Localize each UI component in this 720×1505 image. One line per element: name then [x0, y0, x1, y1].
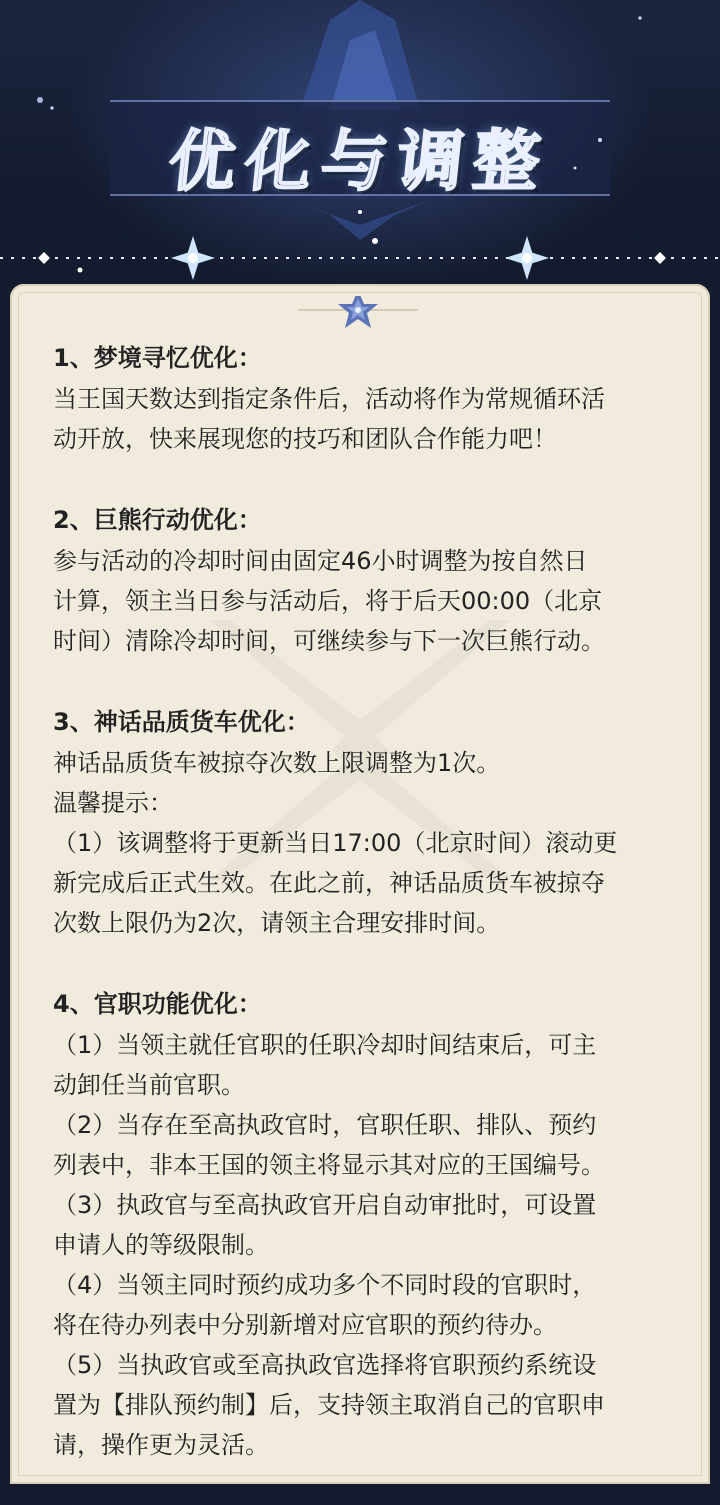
text-line: （5）当执政官或至高执政官选择将官职预约系统设 [53, 1351, 597, 1379]
text-line: （4）当领主同时预约成功多个不同时段的官职时， [53, 1271, 597, 1299]
text-line: 列表中，非本王国的领主将显示其对应的王国编号。 [53, 1151, 605, 1179]
text-line: （2）当存在至高执政官时，官职任职、排队、预约 [53, 1111, 597, 1139]
snowflake-emblem-icon [298, 296, 418, 340]
text-line: 温馨提示： [53, 789, 173, 817]
text-line: 将在待办列表中分别新增对应官职的预约待办。 [53, 1311, 557, 1339]
text-line: 神话品质货车被掠夺次数上限调整为1次。 [53, 749, 501, 777]
section-3 [53, 701, 673, 943]
section-title: 3、神话品质货车优化： [53, 708, 310, 736]
right-star-icon [505, 236, 549, 280]
text-line: （3）执政官与至高执政官开启自动审批时，可设置 [53, 1191, 597, 1219]
section-1 [53, 337, 673, 459]
text-line: （1）当领主就任官职的任职冷却时间结束后，可主 [53, 1031, 597, 1059]
text-line: 参与活动的冷却时间由固定46小时调整为按自然日 [53, 547, 588, 575]
left-star-icon [171, 236, 215, 280]
section-4 [53, 983, 673, 1465]
text-line: 新完成后正式生效。在此之前，神话品质货车被掠夺 [53, 869, 605, 897]
header-banner [0, 0, 720, 300]
page-title: 优化与调整 [165, 123, 554, 200]
text-line: 请，操作更为灵活。 [53, 1431, 269, 1459]
text-line: 时间）清除冷却时间，可继续参与下一次巨熊行动。 [53, 627, 605, 655]
text-line: 次数上限仍为2次，请领主合理安排时间。 [53, 909, 501, 937]
announcement-content [53, 337, 673, 1505]
section-title: 4、官职功能优化： [53, 990, 262, 1018]
text-line: 置为【排队预约制】后，支持领主取消自己的官职申 [53, 1391, 605, 1419]
section-title: 2、巨熊行动优化： [53, 506, 262, 534]
section-title: 1、梦境寻忆优化： [53, 344, 262, 372]
text-line: 动开放，快来展现您的技巧和团队合作能力吧！ [53, 425, 557, 453]
text-line: 动卸任当前官职。 [53, 1071, 245, 1099]
text-line: 计算，领主当日参与活动后，将于后天00:00（北京 [53, 587, 603, 615]
section-2 [53, 499, 673, 661]
text-line: 当王国天数达到指定条件后，活动将作为常规循环活 [53, 385, 605, 413]
text-line: （1）该调整将于更新当日17:00（北京时间）滚动更 [53, 829, 618, 857]
text-line: 申请人的等级限制。 [53, 1231, 269, 1259]
